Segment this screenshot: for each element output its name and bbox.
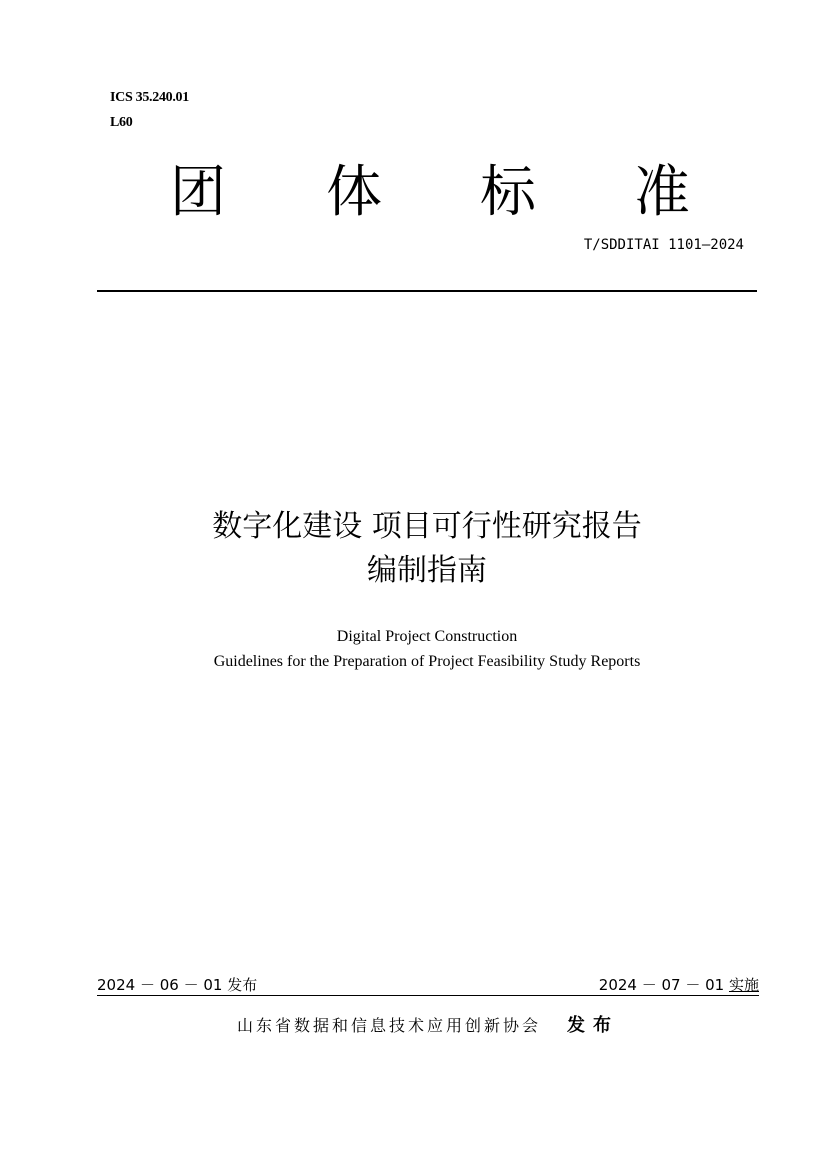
publisher-organization: 山东省数据和信息技术应用创新协会 <box>236 1016 541 1035</box>
english-title-line: Guidelines for the Preparation of Project Feasibility Study Reports <box>213 653 641 670</box>
english-title-line: Digital Project Construction <box>336 628 518 645</box>
chinese-title-line: 编制指南 <box>367 553 487 588</box>
publish-date-value: 2024 － 06 － 01 <box>97 976 223 994</box>
standard-type-heading <box>170 158 700 228</box>
dates-row <box>97 975 759 995</box>
standard-type-char: 标 <box>480 160 536 225</box>
ics-code: ICS 35.240.01 <box>110 90 189 105</box>
english-title <box>97 624 757 674</box>
standard-type-char: 准 <box>634 160 690 225</box>
publisher-line <box>97 1014 759 1038</box>
footer-divider <box>97 995 759 996</box>
implement-date-value: 2024 － 07 － 01 <box>598 976 725 994</box>
standard-type-char: 团 <box>170 160 226 225</box>
publisher-issue-label: 发布 <box>567 1015 619 1036</box>
implement-date <box>599 975 759 995</box>
chinese-title <box>97 505 757 593</box>
standard-type-char: 体 <box>326 160 382 225</box>
publish-date <box>97 975 257 995</box>
ccs-code: L60 <box>110 115 133 130</box>
standard-number: T/SDDITAI 1101—2024 <box>583 237 744 253</box>
publish-date-label: 发布 <box>227 976 258 994</box>
implement-date-label: 实施 <box>728 976 759 994</box>
header-divider <box>97 290 757 292</box>
chinese-title-line: 数字化建设 项目可行性研究报告 <box>212 509 642 544</box>
